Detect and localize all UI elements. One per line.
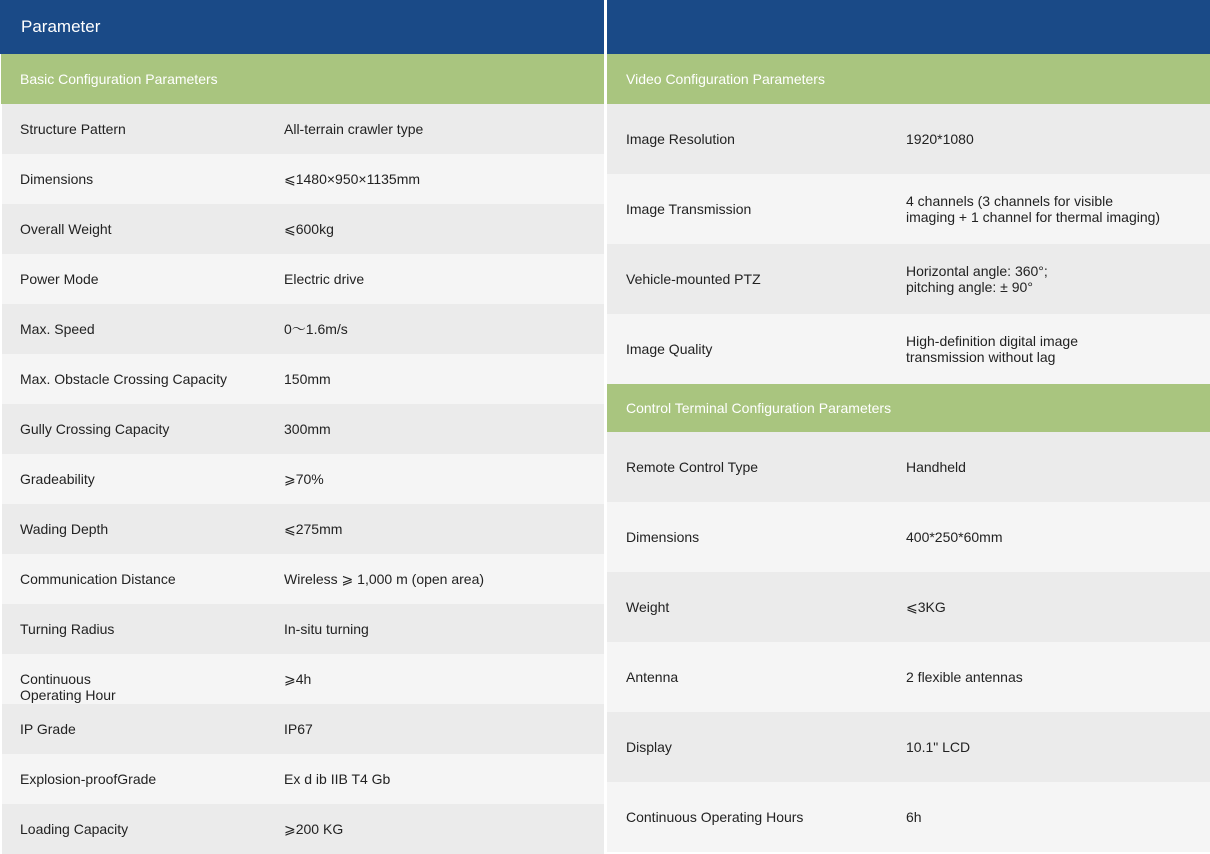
param-name: Image Transmission <box>626 201 752 217</box>
param-name: Remote Control Type <box>626 459 759 475</box>
param-name: Loading Capacity <box>20 821 129 837</box>
param-name: Dimensions <box>20 171 94 187</box>
param-name: Antenna <box>626 669 679 685</box>
video-params-table <box>607 104 1210 384</box>
param-value: ⩾200 KG <box>284 821 344 837</box>
param-value: Electric drive <box>284 271 365 287</box>
table-row <box>2 754 604 804</box>
table-row <box>2 804 604 854</box>
param-value: High-definition digital image transmission without lag <box>906 333 1078 365</box>
param-name: IP Grade <box>20 721 76 737</box>
param-name: Image Quality <box>626 341 713 357</box>
param-value: 400*250*60mm <box>906 529 1003 545</box>
page-header <box>0 0 604 54</box>
param-value: ⩽1480×950×1135mm <box>284 171 421 187</box>
param-name: Weight <box>626 599 670 615</box>
param-value: ⩾70% <box>284 471 324 487</box>
param-value: 2 flexible antennas <box>906 669 1023 685</box>
section-header-basic <box>1 54 604 104</box>
param-value: 10.1" LCD <box>906 739 971 755</box>
table-row <box>607 712 1210 782</box>
table-row <box>607 174 1210 244</box>
param-value: Ex d ib IIB T4 Gb <box>284 771 391 787</box>
table-row <box>2 654 604 704</box>
param-value: All-terrain crawler type <box>284 121 424 137</box>
param-value: ⩽3KG <box>906 599 946 615</box>
control-params-table <box>607 432 1210 852</box>
param-name: Max. Obstacle Crossing Capacity <box>20 371 227 387</box>
param-name: Gradeability <box>20 471 95 487</box>
table-row <box>2 254 604 304</box>
param-value: Handheld <box>906 459 966 475</box>
param-name: Display <box>626 739 672 755</box>
table-row <box>607 782 1210 852</box>
param-name: Communication Distance <box>20 571 176 587</box>
param-value: 1920*1080 <box>906 131 974 147</box>
left-column <box>0 0 604 854</box>
basic-params-table <box>0 104 604 854</box>
section-title: Control Terminal Configuration Parameters <box>626 400 892 416</box>
param-value: 300mm <box>284 421 331 437</box>
table-row <box>2 204 604 254</box>
table-row <box>2 504 604 554</box>
right-column <box>607 0 1210 854</box>
table-row <box>2 454 604 504</box>
table-row <box>607 314 1210 384</box>
table-row <box>607 502 1210 572</box>
page-title: Parameter <box>21 17 101 36</box>
param-value: 150mm <box>284 371 331 387</box>
table-row <box>2 554 604 604</box>
table-row <box>2 354 604 404</box>
param-name: Continuous Operating Hour <box>20 671 116 703</box>
param-value: 4 channels (3 channels for visible imaging + 1 channel for thermal imaging) <box>906 193 1161 225</box>
table-row <box>607 572 1210 642</box>
table-row <box>2 704 604 754</box>
param-value: IP67 <box>284 721 313 737</box>
table-row <box>2 304 604 354</box>
section-title: Video Configuration Parameters <box>626 71 825 87</box>
param-name: Power Mode <box>20 271 99 287</box>
table-row <box>607 432 1210 502</box>
section-title: Basic Configuration Parameters <box>20 71 218 87</box>
param-name: Gully Crossing Capacity <box>20 421 170 437</box>
table-row <box>2 404 604 454</box>
param-value: Wireless ⩾ 1,000 m (open area) <box>284 571 485 587</box>
param-value: ⩽275mm <box>284 521 343 537</box>
param-name: Vehicle-mounted PTZ <box>626 271 761 287</box>
param-name: Image Resolution <box>626 131 735 147</box>
param-name: Wading Depth <box>20 521 109 537</box>
table-row <box>2 104 604 154</box>
table-row <box>607 244 1210 314</box>
param-value: ⩽600kg <box>284 221 334 237</box>
section-header-control <box>607 384 1210 432</box>
section-header-video <box>607 54 1210 104</box>
table-row <box>607 104 1210 174</box>
param-name: Continuous Operating Hours <box>626 809 804 825</box>
param-value: 0～1.6m/s <box>284 321 348 337</box>
page-header-right <box>607 0 1210 54</box>
table-row <box>607 642 1210 712</box>
param-name: Max. Speed <box>20 321 95 337</box>
param-value: In-situ turning <box>284 621 369 637</box>
param-value: Horizontal angle: 360°; pitching angle: ± 90° <box>906 263 1048 295</box>
param-name: Overall Weight <box>20 221 112 237</box>
param-name: Turning Radius <box>20 621 115 637</box>
param-name: Structure Pattern <box>20 121 126 137</box>
table-row <box>2 604 604 654</box>
param-value: 6h <box>906 809 922 825</box>
param-name: Explosion-proofGrade <box>20 771 157 787</box>
param-name: Dimensions <box>626 529 700 545</box>
table-row <box>2 154 604 204</box>
param-value: ⩾4h <box>284 671 312 687</box>
